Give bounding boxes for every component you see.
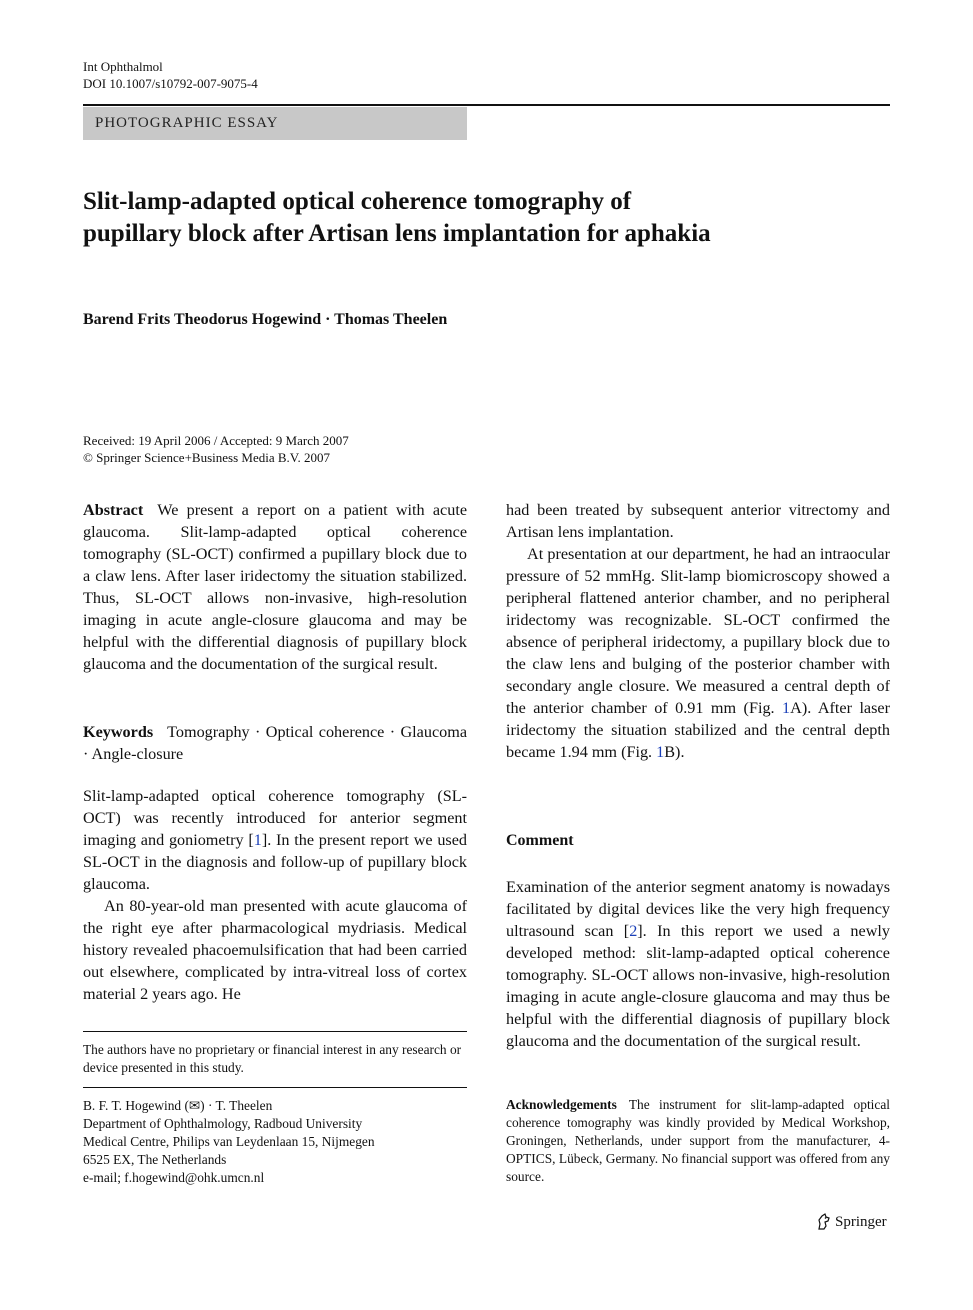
- comment-paragraph: [506, 876, 890, 1052]
- presentation-text-mid: A). After laser iridectomy the situation stabilized and the central depth became 1.94 mm (Fig.: [506, 699, 890, 761]
- abstract-text: We present a report on a patient with acute glaucoma. Slit-lamp-adapted optical coherence tomography (SL-OCT) confirmed a pupillary block due to a claw lens. After laser iridectomy the situation stabilized. Thus, SL-OCT allows non-invasive, high-resolution imaging in acute angle-closure glaucoma and may be helpful with the differential diagnosis of pupillary block glaucoma and the documentation of the surgical result.: [83, 501, 467, 673]
- presentation-text-end: B).: [664, 743, 685, 761]
- correspondence-names: B. F. T. Hogewind (✉) · T. Theelen: [83, 1098, 273, 1113]
- correspondence-address-3: 6525 EX, The Netherlands: [83, 1152, 227, 1167]
- acknowledgements-text: The instrument for slit-lamp-adapted optical coherence tomography was kindly provided by Medical Workshop, Groningen, Netherlands, under support from the manufacturer, 4-OPTICS, Lübeck, Germany. No financial support was offered from any source.: [506, 1097, 890, 1184]
- springer-horse-icon: [816, 1213, 832, 1231]
- intro-paragraph: [83, 785, 467, 895]
- correspondence-rule: [83, 1087, 467, 1088]
- body-right: [506, 499, 890, 763]
- abstract-label: Abstract: [83, 501, 144, 519]
- keywords-text: Tomography · Optical coherence · Glaucoma · Angle-closure: [83, 723, 467, 763]
- presentation-text: At presentation at our department, he had an intraocular pressure of 52 mmHg. Slit-lamp biomicroscopy showed a peripheral flattened anterior chamber, and no peripheral iridectomy was recognizable. SL-OCT confirmed the absence of peripheral iridectomy, a pupillary block due to the claw lens and bulging of the posterior chamber with secondary angle closure. We measured a central depth of the anterior chamber of 0.91 mm (Fig.: [506, 545, 890, 717]
- figure-link-1a[interactable]: 1: [782, 699, 791, 717]
- acknowledgements-label: Acknowledgements: [506, 1097, 617, 1112]
- acknowledgements: [506, 1096, 890, 1186]
- case-continuation: had been treated by subsequent anterior vitrectomy and Artisan lens implantation.: [506, 501, 890, 541]
- correspondence-address-1: Department of Ophthalmology, Radboud University: [83, 1116, 363, 1131]
- intro-text: Slit-lamp-adapted optical coherence tomography (SL-OCT) was recently introduced for anterior segment imaging and goniometry [: [83, 787, 467, 849]
- comment-section: [506, 876, 890, 1052]
- intro-text-cont: ]. In the present report we used SL-OCT in the diagnosis and follow-up of pupillary block glaucoma.: [83, 831, 467, 893]
- comment-text: Examination of the anterior segment anatomy is nowadays facilitated by digital devices like the very high frequency ultrasound scan [: [506, 878, 890, 940]
- section-banner: PHOTOGRAPHIC ESSAY: [83, 107, 467, 140]
- citation-link-2[interactable]: 2: [629, 922, 638, 940]
- presentation-paragraph: [506, 543, 890, 763]
- abstract: [83, 499, 467, 675]
- correspondence-address-2: Medical Centre, Philips van Leydenlaan 15, Nijmegen: [83, 1134, 375, 1149]
- article-title: Slit-lamp-adapted optical coherence tomography of pupillary block after Artisan lens implantation for aphakia: [83, 188, 711, 247]
- correspondence-email[interactable]: e-mail; f.hogewind@ohk.umcn.nl: [83, 1170, 265, 1185]
- comment-text-cont: ]. In this report we used a newly developed method: slit-lamp-adapted optical coherence tomography. SL-OCT allows non-invasive, high-resolution imaging in acute angle-closure glaucoma and may thus be helpful with the differential diagnosis of pupillary block glaucoma and the documentation of the surgical result.: [506, 922, 890, 1050]
- header-rule: [83, 104, 890, 106]
- publisher-footer: [816, 1213, 887, 1231]
- keywords: [83, 721, 467, 765]
- journal-header: [83, 58, 258, 92]
- disclosure-footnote: The authors have no proprietary or financial interest in any research or device presented in this study.: [83, 1042, 462, 1075]
- received-accepted: Received: 19 April 2006 / Accepted: 9 March 2007: [83, 433, 349, 448]
- keywords-label: Keywords: [83, 723, 154, 741]
- footnote-rule: [83, 1031, 467, 1032]
- copyright: © Springer Science+Business Media B.V. 2007: [83, 450, 330, 465]
- case-paragraph: An 80-year-old man presented with acute glaucoma of the right eye after pharmacological mydriasis. Medical history revealed phacoemulsification that had been carried out elsewhere, complicated by intra-vitreal loss of cortex material 2 years ago. He: [83, 897, 467, 1003]
- correspondence: [83, 1097, 467, 1187]
- publisher-name: Springer: [835, 1213, 887, 1230]
- journal-name: Int Ophthalmol: [83, 59, 163, 74]
- comment-heading: Comment: [506, 832, 574, 849]
- body-left: [83, 785, 467, 1005]
- journal-doi: DOI 10.1007/s10792-007-9075-4: [83, 76, 258, 91]
- author-list: Barend Frits Theodorus Hogewind · Thomas Theelen: [83, 311, 448, 328]
- figure-link-1b[interactable]: 1: [656, 743, 665, 761]
- article-dates: [83, 432, 349, 466]
- citation-link-1[interactable]: 1: [253, 831, 262, 849]
